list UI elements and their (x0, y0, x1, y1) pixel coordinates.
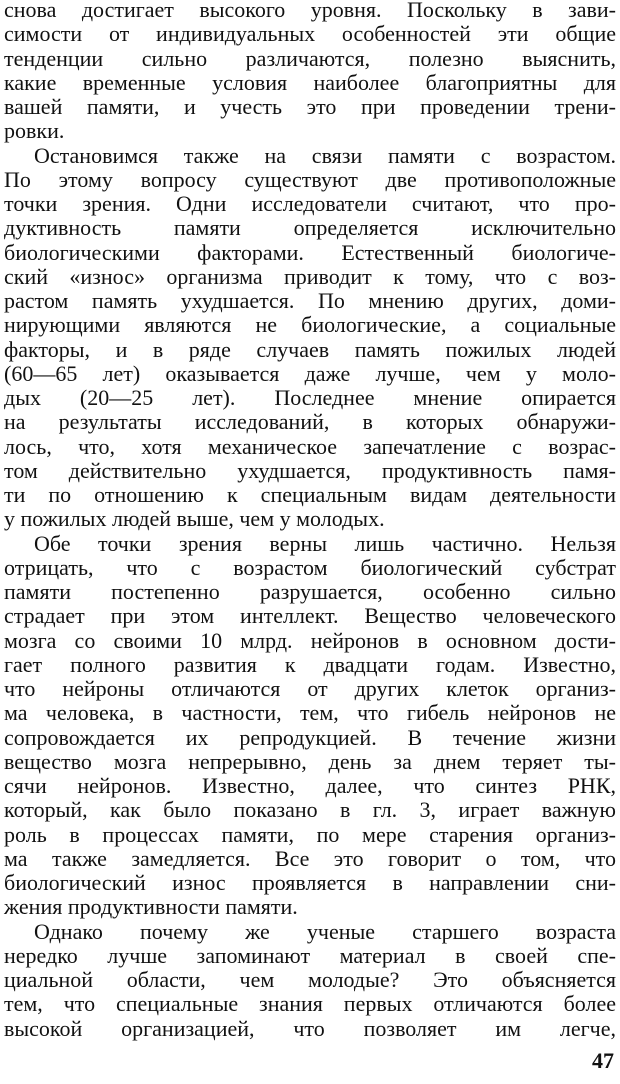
text-line: дых (20—25 лет). Последнее мнение опирается (4, 385, 616, 410)
text-line: вещество мозга непрерывно, день за днем теряет ты- (4, 748, 616, 774)
text-line: ти по отношению к специальным видам деятельности (4, 482, 616, 507)
text-line: какие временные условия наиболее благоприятны для (4, 69, 616, 95)
text-line: страдает при этом интеллект. Вещество человеческого (4, 603, 616, 629)
page-number: 47 (592, 1048, 614, 1073)
text-line: нирующими являются не биологические, а социальные (4, 312, 616, 338)
text-line: сячи нейронов. Известно, далее, что синтез РНК, (4, 773, 616, 798)
text-line: растом память ухудшается. По мнению других, доми- (4, 288, 616, 313)
text-line: мозга со своими 10 млрд. нейронов в основном дости- (4, 627, 616, 653)
text-line: том действительно ухудшается, продуктивность памя- (4, 457, 616, 483)
text-line: памяти постепенно разрушается, особенно сильно (4, 579, 616, 604)
paragraph-first-line: Обе точки зрения верны лишь частично. Нельзя (34, 530, 616, 556)
text-line: биологический износ проявляется в направлении сни- (4, 870, 616, 895)
text-line: точки зрения. Одни исследователи считают, что про- (4, 191, 616, 216)
text-line: снова достигает высокого уровня. Поскольку в зави- (4, 0, 616, 22)
body-text (4, 0, 616, 1041)
text-line: что нейроны отличаются от других клеток организ- (4, 676, 616, 701)
text-line: По этому вопросу существуют две противоположные (4, 166, 616, 192)
text-line: на результаты исследований, в которых обнаружи- (4, 409, 616, 435)
text-line: ский «износ» организма приводит к тому, что с воз- (4, 263, 616, 289)
text-line: ровки. (4, 118, 65, 144)
text-line: циальной области, чем молодые? Это объясняется (4, 967, 616, 992)
text-line: дуктивность памяти определяется исключительно (4, 215, 616, 241)
text-line: факторы, и в ряде случаев память пожилых людей (4, 336, 616, 362)
text-line: вашей памяти, и учесть это при проведении трени- (4, 94, 616, 119)
text-line: ма также замедляется. Все это говорит о том, что (4, 845, 616, 871)
text-line: у пожилых людей выше, чем у молодых. (4, 506, 385, 532)
text-line: тенденции сильно различаются, полезно выяснить, (4, 45, 616, 71)
text-line: (60—65 лет) оказывается даже лучше, чем у моло- (4, 360, 616, 386)
text-line: тем, что специальные знания первых отличаются более (4, 991, 616, 1017)
text-line: ма человека, в частности, тем, что гибель нейронов не (4, 700, 616, 726)
text-line: жения продуктивности памяти. (4, 894, 298, 920)
text-line: который, как было показано в гл. 3, играет важную (4, 797, 616, 823)
text-line: симости от индивидуальных особенностей эти общие (4, 21, 616, 47)
text-line: роль в процессах памяти, по мере старения организ- (4, 821, 616, 847)
text-line: высокой организацией, что позволяет им легче, (4, 1015, 616, 1041)
paragraph-first-line: Однако почему же ученые старшего возраста (34, 918, 616, 944)
text-line: отрицать, что с возрастом биологический субстрат (4, 554, 616, 580)
text-line: сопровождается их репродукцией. В течение жизни (4, 724, 616, 750)
text-line: нередко лучше запоминают материал в своей спе- (4, 942, 616, 968)
paragraph-first-line: Остановимся также на связи памяти с возрастом. (34, 142, 616, 168)
text-line: гает полного развития к двадцати годам. Известно, (4, 651, 616, 677)
text-line: биологическими факторами. Естественный биологиче- (4, 239, 616, 265)
text-line: лось, что, хотя механическое запечатление с возрас- (4, 433, 616, 459)
